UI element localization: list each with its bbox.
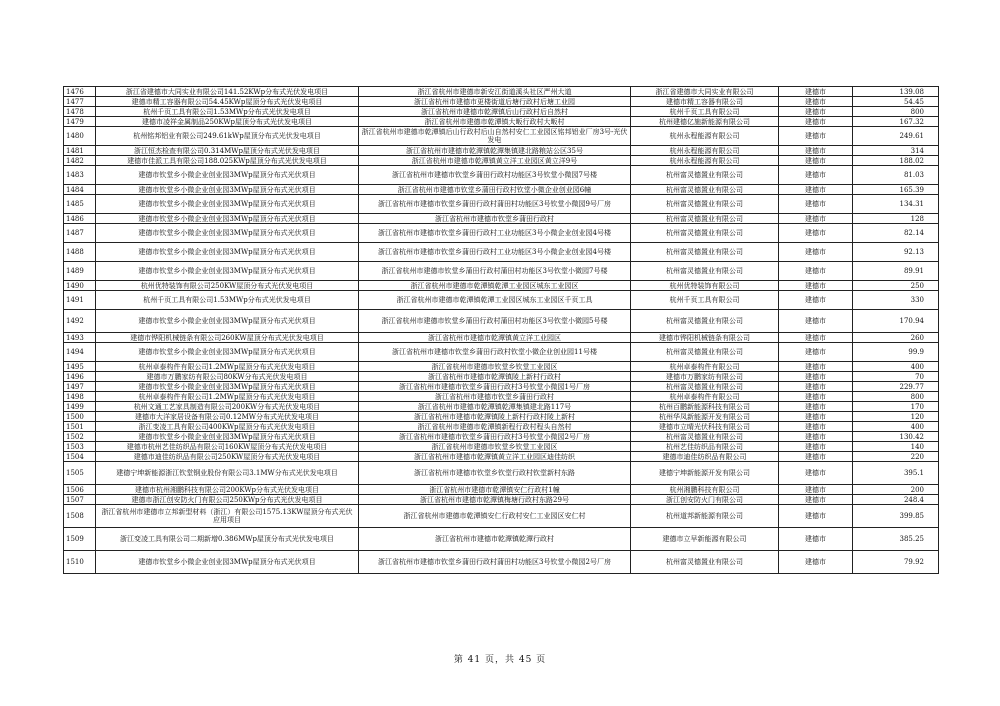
project-name: 建德市凌祥金属制品250KWp屋顶分布式光伏发电项目 [96, 117, 359, 127]
project-address: 浙江省杭州市建德市钦堂乡蒲田行政村钦堂小微企业创业园11号楼 [359, 343, 631, 362]
project-owner: 杭州富灵德置业有限公司 [631, 214, 779, 224]
row-number: 1510 [64, 551, 96, 574]
project-address: 浙江省杭州市建德市乾潭镇黄立洋工业园区 [359, 333, 631, 343]
project-address: 浙江省杭州市建德市钦堂乡钦堂行政村钦堂新村东路 [359, 462, 631, 485]
project-city: 建德市 [779, 382, 853, 392]
project-capacity: 248.4 [853, 495, 939, 505]
table-row [64, 495, 939, 505]
project-name: 建德市钦堂乡小微企业创业园3MWp屋顶分布式光伏项目 [96, 166, 359, 185]
project-city: 建德市 [779, 224, 853, 243]
project-owner: 杭州富灵德置业有限公司 [631, 551, 779, 574]
table-row [64, 422, 939, 432]
project-city: 建德市 [779, 551, 853, 574]
project-owner: 建德市立晴光伏科技有限公司 [631, 422, 779, 432]
project-name: 建德市精工容器有限公司54.45KWp屋顶分布式光伏发电项目 [96, 97, 359, 107]
row-number: 1492 [64, 310, 96, 333]
project-city: 建德市 [779, 333, 853, 343]
project-owner: 建德市精工容器有限公司 [631, 97, 779, 107]
project-name: 建德市大洋家居设备有限公司0.12MW分布式光伏发电项目 [96, 412, 359, 422]
project-owner: 杭州千页工具有限公司 [631, 107, 779, 117]
project-table [63, 86, 939, 574]
project-address: 浙江省杭州市建德市钦堂乡蒲田行政村蒲田村功能区3号钦堂小微园5号楼 [359, 310, 631, 333]
project-city: 建德市 [779, 495, 853, 505]
row-number: 1495 [64, 362, 96, 372]
project-city: 建德市 [779, 281, 853, 291]
project-name: 建德宁坤新能源浙江钦堂钢业股份有限公司3.1MW分布式光伏发电项目 [96, 462, 359, 485]
project-address: 浙江省杭州市建德市钦堂乡蒲田行政村蒲田村功能区3号钦堂小微园2号厂房 [359, 551, 631, 574]
table-row [64, 505, 939, 528]
project-city: 建德市 [779, 392, 853, 402]
project-name: 杭州文通工艺家具制造有限公司200KW分布式光伏发电项目 [96, 402, 359, 412]
table-row [64, 262, 939, 281]
project-owner: 杭州富灵德置业有限公司 [631, 382, 779, 392]
project-city: 建德市 [779, 166, 853, 185]
project-capacity: 800 [853, 392, 939, 402]
project-owner: 杭州建德亿施新能源有限公司 [631, 117, 779, 127]
project-city: 建德市 [779, 343, 853, 362]
row-number: 1497 [64, 382, 96, 392]
project-city: 建德市 [779, 97, 853, 107]
row-number: 1491 [64, 291, 96, 310]
table-row [64, 87, 939, 97]
project-owner: 杭州华凤新能源开发有限公司 [631, 412, 779, 422]
project-capacity: 395.1 [853, 462, 939, 485]
row-number: 1489 [64, 262, 96, 281]
project-name: 建德市钦堂乡小微企业创业园3MWp屋顶分布式光伏项目 [96, 382, 359, 392]
project-owner: 杭州富灵德置业有限公司 [631, 343, 779, 362]
table-row [64, 382, 939, 392]
row-number: 1494 [64, 343, 96, 362]
project-name: 建德市佳派工具有限公司188.025KWp屋顶分布式光伏发电项目 [96, 156, 359, 166]
project-name: 浙江恒杰检查有限公司0.314MWp屋顶分布式光伏发电项目 [96, 146, 359, 156]
row-number: 1506 [64, 485, 96, 495]
table-row [64, 117, 939, 127]
table-row [64, 107, 939, 117]
project-owner: 建德市万鹏家纺有限公司 [631, 372, 779, 382]
table-row [64, 432, 939, 442]
project-name: 杭州千页工具有限公司1.53MWp分布式光伏发电项目 [96, 107, 359, 117]
project-owner: 浙江省建德市大同实业有限公司 [631, 87, 779, 97]
row-number: 1507 [64, 495, 96, 505]
row-number: 1504 [64, 452, 96, 462]
row-number: 1488 [64, 243, 96, 262]
project-capacity: 260 [853, 333, 939, 343]
row-number: 1505 [64, 462, 96, 485]
table-row [64, 127, 939, 146]
project-name: 建德市钦堂乡小微企业创业园3MWp屋顶分布式光伏项目 [96, 343, 359, 362]
project-name: 建德市杭州湘鹏科技有限公司200KWp分布式光伏发电项目 [96, 485, 359, 495]
project-capacity: 385.25 [853, 528, 939, 551]
project-address: 浙江省杭州市建德市钦堂乡蒲田行政村3号钦堂小微园1号厂房 [359, 382, 631, 392]
table-row [64, 551, 939, 574]
project-address: 浙江省杭州市建德市钦堂乡蒲田行政村 [359, 392, 631, 402]
project-name: 杭州卓泰构件有限公司1.2MWp屋顶分布式光伏发电项目 [96, 392, 359, 402]
project-address: 浙江省杭州市建德市钦堂乡蒲田行政村工业功能区3号小微企业创业园4号楼 [359, 243, 631, 262]
project-owner: 杭州富灵德置业有限公司 [631, 185, 779, 195]
project-owner: 杭州永程能源有限公司 [631, 127, 779, 146]
table-row [64, 291, 939, 310]
table-row [64, 243, 939, 262]
project-capacity: 399.85 [853, 505, 939, 528]
table-row [64, 166, 939, 185]
table-row [64, 156, 939, 166]
row-number: 1478 [64, 107, 96, 117]
project-city: 建德市 [779, 214, 853, 224]
project-address: 浙江省杭州市建德市乾潭镇乾潭集镇建北路粮站公区35号 [359, 146, 631, 156]
row-number: 1503 [64, 442, 96, 452]
project-owner: 杭州富灵德置业有限公司 [631, 195, 779, 214]
project-name: 杭州优特装饰有限公司250KW屋顶分布式光伏发电项目 [96, 281, 359, 291]
project-name: 杭州千页工具有限公司1.53MWp分布式光伏发电项目 [96, 291, 359, 310]
project-address: 浙江省杭州市建德市乾潭镇安仁行政村安仁工业园区安仁村 [359, 505, 631, 528]
project-city: 建德市 [779, 146, 853, 156]
project-owner: 杭州优特装饰有限公司 [631, 281, 779, 291]
table-row [64, 281, 939, 291]
project-name: 建德市钦堂乡小微企业创业园3MWp屋顶分布式光伏项目 [96, 432, 359, 442]
table-row [64, 343, 939, 362]
project-owner: 杭州富灵德置业有限公司 [631, 310, 779, 333]
project-address: 浙江省杭州市建德市钦堂乡蒲田行政村钦堂小微企业创业园6幢 [359, 185, 631, 195]
project-capacity: 70 [853, 372, 939, 382]
project-name: 浙江变凌工具有限公司400KWp屋顶分布式光伏发电项目 [96, 422, 359, 432]
project-address: 浙江省杭州市建德市乾潭镇梅塘行政村东路29号 [359, 495, 631, 505]
project-name: 杭州卓泰构件有限公司1.2MWp屋顶分布式光伏发电项目 [96, 362, 359, 372]
project-name: 建德市钦堂乡小微企业创业园3MWp屋顶分布式光伏项目 [96, 262, 359, 281]
project-capacity: 220 [853, 452, 939, 462]
row-number: 1486 [64, 214, 96, 224]
project-capacity: 170.94 [853, 310, 939, 333]
table-row [64, 333, 939, 343]
project-name: 建德市钦堂乡小微企业创业园3MWp屋顶分布式光伏项目 [96, 195, 359, 214]
project-city: 建德市 [779, 462, 853, 485]
project-address: 浙江省杭州市建德市乾潭镇后山行政村后山自然村安仁工业园区铭邦铝业厂房3号-光伏发电 [359, 127, 631, 146]
project-owner: 杭州富灵德置业有限公司 [631, 432, 779, 442]
row-number: 1476 [64, 87, 96, 97]
project-name: 建德市钦堂乡小微企业创业园3MWp屋顶分布式光伏项目 [96, 214, 359, 224]
project-owner: 杭州富灵德置业有限公司 [631, 243, 779, 262]
table-row [64, 392, 939, 402]
project-owner: 建德市迪佳纺织品有限公司 [631, 452, 779, 462]
project-address: 浙江省杭州市建德市乾潭镇乾潭工业园区城东工业园区 [359, 281, 631, 291]
project-city: 建德市 [779, 291, 853, 310]
project-capacity: 314 [853, 146, 939, 156]
table-row [64, 372, 939, 382]
project-city: 建德市 [779, 485, 853, 495]
project-capacity: 82.14 [853, 224, 939, 243]
project-address: 浙江省杭州市建德市更楼街道后塘行政村后塘工业园 [359, 97, 631, 107]
project-city: 建德市 [779, 372, 853, 382]
row-number: 1496 [64, 372, 96, 382]
project-owner: 杭州富灵德置业有限公司 [631, 262, 779, 281]
project-name: 建德市钦堂乡小微企业创业园3MWp屋顶分布式光伏项目 [96, 310, 359, 333]
project-address: 浙江省杭州市建德市钦堂乡蒲田行政村 [359, 214, 631, 224]
project-owner: 建德宁坤新能源开发有限公司 [631, 462, 779, 485]
table-row [64, 97, 939, 107]
project-address: 浙江省杭州市建德市乾潭镇黄立洋工业园区迪佳纺织 [359, 452, 631, 462]
project-name: 建德市浙江创安防火门有限公司250KWp分布式光伏发电项目 [96, 495, 359, 505]
project-name: 浙江变凌工具有限公司二期新增0.386MWp屋顶分布式光伏发电项目 [96, 528, 359, 551]
project-capacity: 79.92 [853, 551, 939, 574]
project-city: 建德市 [779, 117, 853, 127]
table-row [64, 485, 939, 495]
project-address: 浙江省杭州市建德市乾潭镇乾潭集镇建北路117号 [359, 402, 631, 412]
project-address: 浙江省杭州市建德市钦堂乡蒲田行政村3号钦堂小微园2号厂房 [359, 432, 631, 442]
project-address: 浙江省杭州市建德市钦堂乡蒲田行政村蒲田村功能区3号钦堂小微园9号厂房 [359, 195, 631, 214]
project-owner: 杭州艺佳纺织品有限公司 [631, 442, 779, 452]
table-row [64, 195, 939, 214]
project-owner: 建德市铧阳机械链条有限公司 [631, 333, 779, 343]
row-number: 1483 [64, 166, 96, 185]
row-number: 1500 [64, 412, 96, 422]
project-address: 浙江省杭州市建德市钦堂乡钦堂工业园区 [359, 362, 631, 372]
row-number: 1490 [64, 281, 96, 291]
project-capacity: 130.42 [853, 432, 939, 442]
project-capacity: 249.61 [853, 127, 939, 146]
project-city: 建德市 [779, 452, 853, 462]
table-row [64, 462, 939, 485]
project-address: 浙江省杭州市建德市乾潭镇安仁行政村1幢 [359, 485, 631, 495]
row-number: 1484 [64, 185, 96, 195]
row-number: 1501 [64, 422, 96, 432]
project-city: 建德市 [779, 156, 853, 166]
project-table-body [64, 87, 939, 574]
project-capacity: 250 [853, 281, 939, 291]
project-capacity: 400 [853, 362, 939, 372]
project-capacity: 92.13 [853, 243, 939, 262]
project-capacity: 139.08 [853, 87, 939, 97]
project-capacity: 99.9 [853, 343, 939, 362]
project-name: 杭州铭邦铝业有限公司249.61kWp屋顶分布式光伏发电项目 [96, 127, 359, 146]
row-number: 1479 [64, 117, 96, 127]
row-number: 1482 [64, 156, 96, 166]
row-number: 1508 [64, 505, 96, 528]
project-capacity: 140 [853, 442, 939, 452]
row-number: 1493 [64, 333, 96, 343]
project-capacity: 54.45 [853, 97, 939, 107]
project-city: 建德市 [779, 362, 853, 372]
project-capacity: 81.03 [853, 166, 939, 185]
table-row [64, 146, 939, 156]
table-row [64, 362, 939, 372]
project-capacity: 400 [853, 422, 939, 432]
project-address: 浙江省杭州市建德市乾潭镇黄立洋工业园区黄立洋9号 [359, 156, 631, 166]
project-owner: 杭州永程能源有限公司 [631, 146, 779, 156]
table-row [64, 214, 939, 224]
project-city: 建德市 [779, 442, 853, 452]
project-city: 建德市 [779, 243, 853, 262]
project-city: 建德市 [779, 185, 853, 195]
project-capacity: 165.39 [853, 185, 939, 195]
project-name: 建德市钦堂乡小微企业创业园3MWp屋顶分布式光伏项目 [96, 551, 359, 574]
project-table-container [63, 86, 938, 574]
project-address: 浙江省杭州市建德市乾潭镇陵上新村行政村 [359, 372, 631, 382]
table-row [64, 528, 939, 551]
project-capacity: 128 [853, 214, 939, 224]
project-address: 浙江省杭州市建德市钦堂乡蒲田行政村功能区3号钦堂小微园7号楼 [359, 166, 631, 185]
project-city: 建德市 [779, 432, 853, 442]
page-footer: 第 41 页，共 45 页 [453, 655, 547, 665]
project-owner: 杭州千页工具有限公司 [631, 291, 779, 310]
project-address: 浙江省杭州市建德市乾潭镇乾潭行政村 [359, 528, 631, 551]
row-number: 1487 [64, 224, 96, 243]
project-owner: 杭州卓泰构件有限公司 [631, 392, 779, 402]
project-city: 建德市 [779, 505, 853, 528]
row-number: 1481 [64, 146, 96, 156]
project-capacity: 200 [853, 485, 939, 495]
project-owner: 杭州卓泰构件有限公司 [631, 362, 779, 372]
project-name: 浙江省建德市大同实业有限公司141.52KWp分布式光伏发电项目 [96, 87, 359, 97]
table-row [64, 402, 939, 412]
project-city: 建德市 [779, 127, 853, 146]
project-name: 浙江省杭州市建德市立邦新型材料（浙江）有限公司1575.13KW屋顶分布式光伏应用项目 [96, 505, 359, 528]
project-address: 浙江省杭州市建德市乾潭镇新程行政村程头自然村 [359, 422, 631, 432]
row-number: 1499 [64, 402, 96, 412]
project-capacity: 120 [853, 412, 939, 422]
project-city: 建德市 [779, 528, 853, 551]
project-capacity: 229.77 [853, 382, 939, 392]
project-owner: 杭州富灵德置业有限公司 [631, 224, 779, 243]
project-city: 建德市 [779, 412, 853, 422]
project-city: 建德市 [779, 422, 853, 432]
row-number: 1502 [64, 432, 96, 442]
project-owner: 杭州道邦新能源有限公司 [631, 505, 779, 528]
row-number: 1509 [64, 528, 96, 551]
project-name: 建德市杭州艺佳纺织品有限公司160KW屋顶分布式光伏发电项目 [96, 442, 359, 452]
project-name: 建德市钦堂乡小微企业创业园3MWp屋顶分布式光伏项目 [96, 243, 359, 262]
row-number: 1498 [64, 392, 96, 402]
project-owner: 建德市立早新能源有限公司 [631, 528, 779, 551]
project-owner: 杭州富灵德置业有限公司 [631, 166, 779, 185]
project-name: 建德市钦堂乡小微企业创业园3MWp屋顶分布式光伏项目 [96, 224, 359, 243]
project-capacity: 170 [853, 402, 939, 412]
table-row [64, 452, 939, 462]
project-city: 建德市 [779, 87, 853, 97]
row-number: 1477 [64, 97, 96, 107]
project-owner: 杭州湘鹏科技有限公司 [631, 485, 779, 495]
project-capacity: 188.02 [853, 156, 939, 166]
project-city: 建德市 [779, 107, 853, 117]
project-address: 浙江省杭州市建德市乾潭镇后山行政村后自然村 [359, 107, 631, 117]
project-capacity: 167.32 [853, 117, 939, 127]
project-name: 建德市铧阳机械链条有限公司260KW屋顶分布式光伏发电项目 [96, 333, 359, 343]
table-row [64, 442, 939, 452]
project-name: 建德市迪佳纺织品有限公司250KW屋顶分布式光伏发电项目 [96, 452, 359, 462]
project-address: 浙江省杭州市建德市乾潭镇陵上新村行政村陵上新村 [359, 412, 631, 422]
project-address: 浙江省杭州市建德市乾潭镇大畈行政村大畈村 [359, 117, 631, 127]
project-city: 建德市 [779, 195, 853, 214]
project-owner: 杭州永程能源有限公司 [631, 156, 779, 166]
project-capacity: 89.91 [853, 262, 939, 281]
project-name: 建德市万鹏家纺有限公司80KW分布式光伏发电项目 [96, 372, 359, 382]
project-city: 建德市 [779, 262, 853, 281]
table-row [64, 412, 939, 422]
project-capacity: 800 [853, 107, 939, 117]
project-city: 建德市 [779, 402, 853, 412]
project-name: 建德市钦堂乡小微企业创业园3MWp屋顶分布式光伏项目 [96, 185, 359, 195]
project-address: 浙江省杭州市建德市乾潭镇乾潭工业园区城东工业园区千页工具 [359, 291, 631, 310]
project-capacity: 134.31 [853, 195, 939, 214]
table-row [64, 310, 939, 333]
project-city: 建德市 [779, 310, 853, 333]
project-address: 浙江省杭州市建德市钦堂乡蒲田行政村蒲田村功能区3号钦堂小微园7号楼 [359, 262, 631, 281]
project-capacity: 330 [853, 291, 939, 310]
row-number: 1480 [64, 127, 96, 146]
project-owner: 杭州百鹏新能源科技有限公司 [631, 402, 779, 412]
project-owner: 浙江创安防火门有限公司 [631, 495, 779, 505]
project-address: 浙江省杭州市建德市钦堂乡钦堂工业园区 [359, 442, 631, 452]
table-row [64, 224, 939, 243]
project-address: 浙江省杭州市建德市新安江街道溪头社区严州大道 [359, 87, 631, 97]
row-number: 1485 [64, 195, 96, 214]
table-row [64, 185, 939, 195]
project-address: 浙江省杭州市建德市钦堂乡蒲田行政村工业功能区3号小微企业创业园4号楼 [359, 224, 631, 243]
